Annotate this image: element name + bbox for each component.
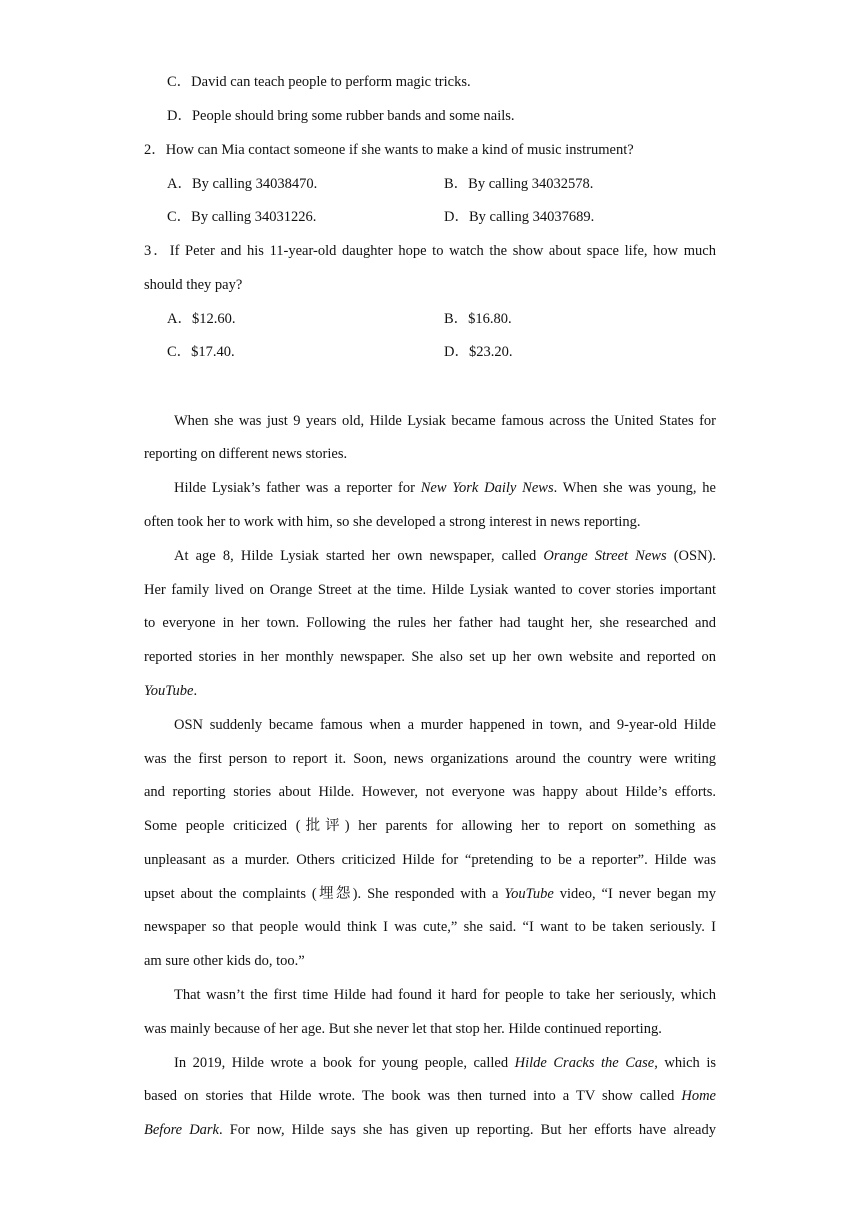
q1-option-d: D．People should bring some rubber bands and some nails. [167,108,515,124]
q3-option-d: D．$23.20. [444,344,513,360]
q3-option-b: B．$16.80. [444,311,512,327]
q1-option-c: C．David can teach people to perform magic tricks. [167,74,471,90]
q2-option-c: C．By calling 34031226. [167,209,317,225]
passage-p4-line6: upset about the complaints (埋怨). She responded with a YouTube video, “I never began my [144,886,716,902]
passage-p4-line3: and reporting stories about Hilde. However, not everyone was happy about Hilde’s efforts. [144,784,716,800]
passage-p1-line2: reporting on different news stories. [144,446,348,462]
q3-option-c: C．$17.40. [167,344,235,360]
passage-p6-line1: In 2019, Hilde wrote a book for young people, called Hilde Cracks the Case, which is [174,1055,716,1071]
passage-p3-line1: At age 8, Hilde Lysiak started her own newspaper, called Orange Street News (OSN). [174,548,716,564]
passage-p2-line1: Hilde Lysiak’s father was a reporter for New York Daily News. When she was young, he [174,480,716,496]
q3-stem-line2: should they pay? [144,277,243,293]
passage-p4-line4: Some people criticized (批评) her parents for allowing her to report on something as [144,818,716,834]
q3-stem-line1: 3．If Peter and his 11-year-old daughter hope to watch the show about space life, how much [144,243,716,259]
passage-p3-line5: YouTube. [144,683,198,699]
passage-p4-line7: newspaper so that people would think I was cute,” she said. “I want to be taken seriously. I [144,919,716,935]
passage-p4-line5: unpleasant as a murder. Others criticized Hilde for “pretending to be a reporter”. Hilde was [144,852,716,868]
passage-p3-line4: reported stories in her monthly newspaper. She also set up her own website and reported on [144,649,716,665]
q2-stem: 2．How can Mia contact someone if she wants to make a kind of music instrument? [144,142,634,158]
q3-option-a: A．$12.60. [167,311,236,327]
passage-p4-line1: OSN suddenly became famous when a murder happened in town, and 9-year-old Hilde [174,717,716,733]
q2-option-b: B．By calling 34032578. [444,176,594,192]
passage-p1-line1: When she was just 9 years old, Hilde Lysiak became famous across the United States for [174,413,716,429]
passage-p3-line3: to everyone in her town. Following the rules her father had taught her, she researched and [144,615,716,631]
passage-p5-line1: That wasn’t the first time Hilde had found it hard for people to take her seriously, which [174,987,716,1003]
q2-option-a: A．By calling 34038470. [167,176,318,192]
passage-p3-line2: Her family lived on Orange Street at the time. Hilde Lysiak wanted to cover stories important [144,582,716,598]
q2-option-d: D．By calling 34037689. [444,209,595,225]
passage-p2-line2: often took her to work with him, so she developed a strong interest in news reporting. [144,514,641,530]
passage-p4-line2: was the first person to report it. Soon, news organizations around the country were writing [144,751,716,767]
passage-p6-line2: based on stories that Hilde wrote. The book was then turned into a TV show called Home [144,1088,716,1104]
passage-p6-line3: Before Dark. For now, Hilde says she has given up reporting. But her efforts have already [144,1122,716,1138]
passage-p5-line2: was mainly because of her age. But she never let that stop her. Hilde continued reporting. [144,1021,662,1037]
passage-p4-line8: am sure other kids do, too.” [144,953,305,969]
